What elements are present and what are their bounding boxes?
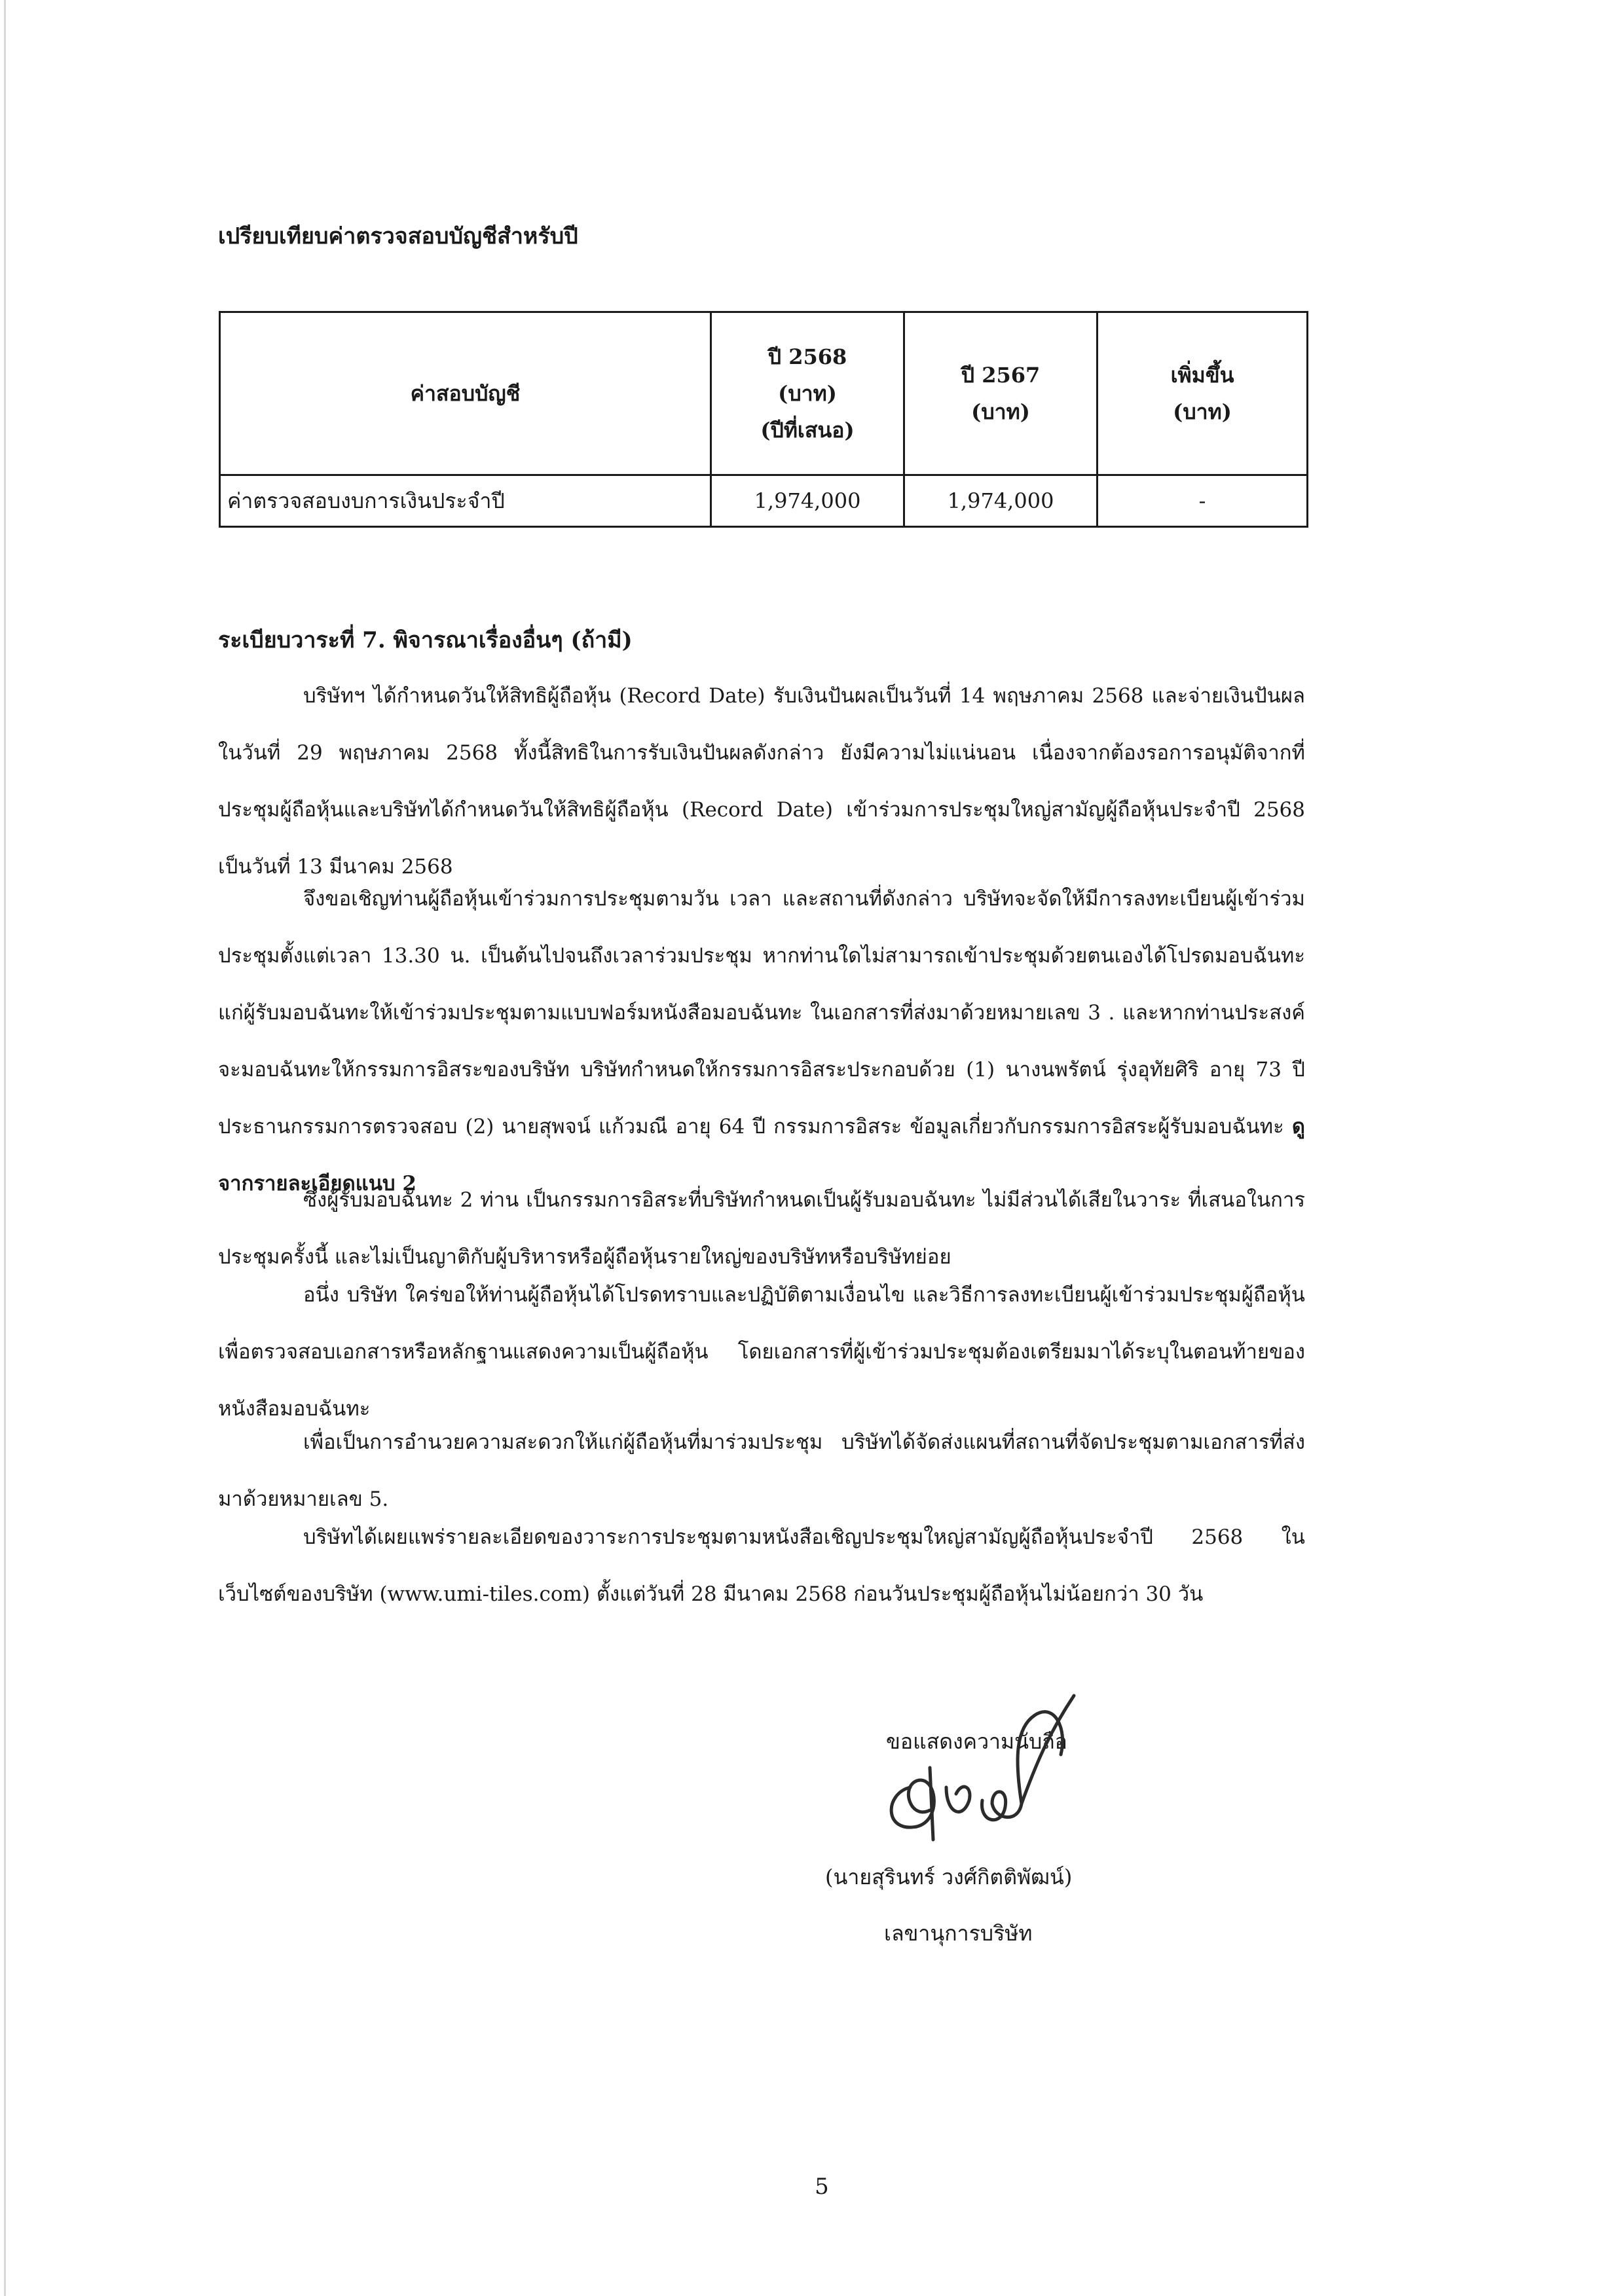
- cell-increase: -: [1098, 475, 1308, 527]
- header-increase: เพิ่มขึ้น (บาท): [1098, 312, 1308, 475]
- header-audit-fee: ค่าสอบบัญชี: [220, 312, 711, 475]
- signature-image: [871, 1689, 1087, 1846]
- page-edge-line: [4, 0, 6, 2296]
- signer-title: เลขานุการบริษัท: [884, 1921, 1033, 1946]
- signer-name: (นายสุรินทร์ วงศ์กิตติพัฒน์): [825, 1865, 1073, 1889]
- paragraph-proxy-independence: ซึ่งผู้รับมอบฉันทะ 2 ท่าน เป็นกรรมการอิสระที่บริษัทกำหนดเป็นผู้รับมอบฉันทะ ไม่มีส่วนได้เสียในวาระ ที่เสนอในการประชุมครั้งนี้ และไม่เป็นญาติกับผู้บริหารหรือผู้ถือหุ้นรายใหญ่ของบริษัทหรือบริษัทย่อย: [218, 1188, 1305, 1269]
- cell-2567: 1,974,000: [904, 475, 1098, 527]
- paragraph-record-date: บริษัทฯ ได้กำหนดวันให้สิทธิผู้ถือหุ้น (Record Date) รับเงินปันผลเป็นวันที่ 14 พฤษภาคม 2568 และจ่ายเงินปันผลในวันที่ 29 พฤษภาคม 2568 ทั้งนี้สิทธิในการรับเงินปันผลดังกล่าว ยังมีความไม่แน่นอน เนื่องจากต้องรอการอนุมัติจากที่ประชุมผู้ถือหุ้นและบริษัทได้กำหนดวันให้สิทธิผู้ถือหุ้น (Record Date) เข้าร่วมการประชุมใหญ่สามัญผู้ถือหุ้นประจำปี 2568 เป็นวันที่ 13 มีนาคม 2568: [218, 684, 1305, 879]
- audit-fee-table: [219, 311, 1308, 528]
- agenda-heading: ระเบียบวาระที่ 7. พิจารณาเรื่องอื่นๆ (ถ้ามี): [218, 627, 633, 653]
- header-year-2567: ปี 2567 (บาท): [904, 312, 1098, 475]
- paragraph-invitation: จึงขอเชิญท่านผู้ถือหุ้นเข้าร่วมการประชุมตามวัน เวลา และสถานที่ดังกล่าว บริษัทจะจัดให้มีการลงทะเบียนผู้เข้าร่วมประชุมตั้งแต่เวลา 13.30 น. เป็นต้นไปจนถึงเวลาร่วมประชุม หากท่านใดไม่สามารถเข้าประชุมด้วยตนเองได้โปรดมอบฉันทะแก่ผู้รับมอบฉันทะให้เข้าร่วมประชุมตามแบบฟอร์มหนังสือมอบฉันทะ ในเอกสารที่ส่งมาด้วยหมายเลข 3 . และหากท่านประสงค์จะมอบฉันทะให้กรรมการอิสระของบริษัท บริษัทกำหนดให้กรรมการอิสระประกอบด้วย (1) นางนพรัตน์ รุ่งอุทัยศิริ อายุ 73 ปี ประธานกรรมการตรวจสอบ (2) นายสุพจน์ แก้วมณี อายุ 64 ปี กรรมการอิสระ ข้อมูลเกี่ยวกับกรรมการอิสระผู้รับมอบฉันทะ ดูจากรายละเอียดแนบ 2: [218, 887, 1305, 1195]
- paragraph-registration: อนึ่ง บริษัท ใคร่ขอให้ท่านผู้ถือหุ้นได้โปรดทราบและปฏิบัติตามเงื่อนไข และวิธีการลงทะเบียนผู้เข้าร่วมประชุมผู้ถือหุ้น เพื่อตรวจสอบเอกสารหรือหลักฐานแสดงความเป็นผู้ถือหุ้น โดยเอกสารที่ผู้เข้าร่วมประชุมต้องเตรียมมาได้ระบุในตอนท้ายของหนังสือมอบฉันทะ: [218, 1283, 1305, 1421]
- paragraph-website: บริษัทได้เผยแพร่รายละเอียดของวาระการประชุมตามหนังสือเชิญประชุมใหญ่สามัญผู้ถือหุ้นประจำปี 2568 ในเว็บไซต์ของบริษัท (www.umi-tiles.com) ตั้งแต่วันที่ 28 มีนาคม 2568 ก่อนวันประชุมผู้ถือหุ้นไม่น้อยกว่า 30 วัน: [218, 1525, 1305, 1606]
- cell-item: ค่าตรวจสอบงบการเงินประจำปี: [220, 475, 711, 527]
- header-year-2568: ปี 2568 (บาท) (ปีที่เสนอ): [711, 312, 904, 475]
- table-header-row: [220, 312, 1308, 475]
- table-row: [220, 475, 1308, 527]
- attachment-reference: ดูจากรายละเอียดแนบ 2: [218, 1115, 1305, 1195]
- page-number: 5: [815, 2174, 829, 2200]
- paragraph-map: เพื่อเป็นการอำนวยความสะดวกให้แก่ผู้ถือหุ้นที่มาร่วมประชุม บริษัทได้จัดส่งแผนที่สถานที่จัดประชุมตามเอกสารที่ส่งมาด้วยหมายเลข 5.: [218, 1430, 1305, 1511]
- closing-text: ขอแสดงความนับถือ: [886, 1729, 1067, 1754]
- cell-2568: 1,974,000: [711, 475, 904, 527]
- page-title: เปรียบเทียบค่าตรวจสอบบัญชีสำหรับปี: [218, 223, 578, 249]
